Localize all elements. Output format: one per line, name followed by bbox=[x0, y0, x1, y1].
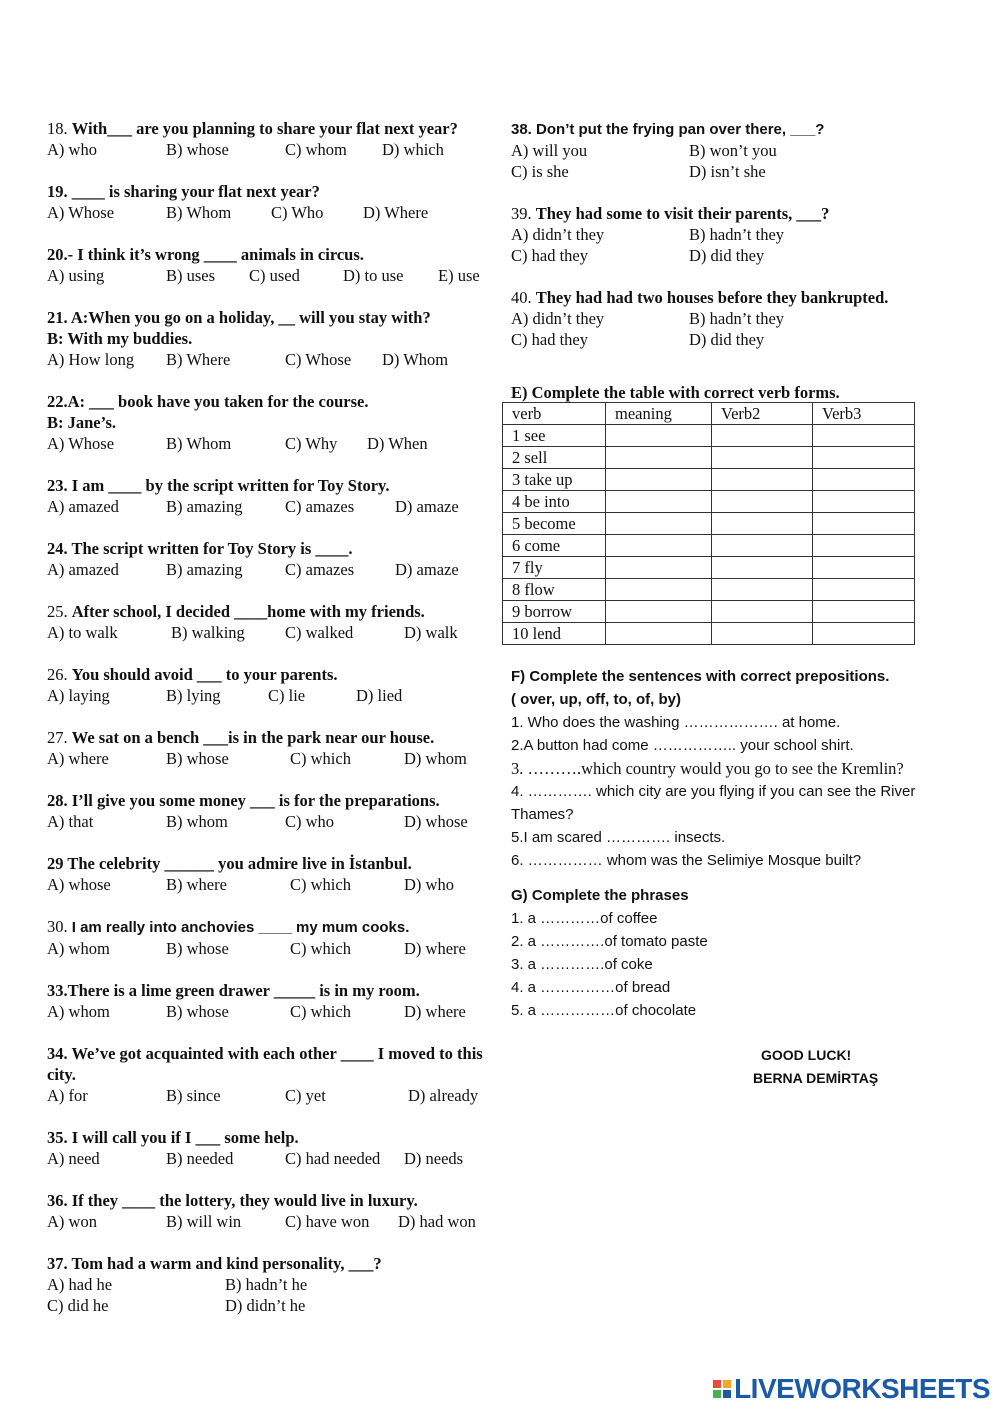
verb-table-header bbox=[503, 403, 915, 425]
verb2-input[interactable] bbox=[712, 513, 813, 535]
question-33 bbox=[47, 980, 492, 1022]
option-a[interactable]: A) whom bbox=[47, 939, 110, 958]
option-b[interactable]: B) whose bbox=[166, 939, 229, 958]
verb-cell: 3 take up bbox=[503, 469, 606, 491]
verb2-input[interactable] bbox=[712, 535, 813, 557]
option-a[interactable]: A) where bbox=[47, 749, 109, 768]
option-c[interactable]: C) which bbox=[290, 875, 351, 894]
right-column bbox=[511, 118, 971, 1022]
question-number: 35 bbox=[47, 1128, 64, 1147]
option-d[interactable]: D) whom bbox=[404, 749, 467, 768]
option-a[interactable]: A) to walk bbox=[47, 623, 118, 642]
answer-options bbox=[47, 811, 492, 832]
good-luck-text: GOOD LUCK! bbox=[761, 1047, 852, 1063]
option-b[interactable]: B) hadn’t they bbox=[689, 309, 785, 328]
option-c[interactable]: C) which bbox=[290, 939, 351, 958]
question-37 bbox=[47, 1253, 492, 1316]
option-c[interactable]: C) had they bbox=[511, 330, 588, 349]
option-d[interactable]: D) did they bbox=[689, 330, 765, 349]
header-meaning: meaning bbox=[606, 403, 712, 425]
question-number: 18. bbox=[47, 119, 72, 138]
option-d[interactable]: D) Where bbox=[363, 203, 429, 222]
option-a[interactable]: A) How long bbox=[47, 350, 135, 369]
question-text: ____ is sharing your flat next year? bbox=[71, 182, 320, 201]
verb2-input[interactable] bbox=[712, 447, 813, 469]
question-number: 21. bbox=[47, 308, 71, 327]
question-number: 34 bbox=[47, 1044, 64, 1063]
verb2-input[interactable] bbox=[712, 425, 813, 447]
option-d[interactable]: D) Whom bbox=[382, 350, 449, 369]
answer-options bbox=[47, 748, 492, 769]
question-text: I’ll give you some money ___ is for the preparations. bbox=[71, 791, 440, 810]
verb-cell: 6 come bbox=[503, 535, 606, 557]
option-d[interactable]: D) amaze bbox=[395, 560, 459, 579]
question-number: 25. bbox=[47, 602, 72, 621]
verb-cell: 5 become bbox=[503, 513, 606, 535]
option-a[interactable]: A) who bbox=[47, 140, 97, 159]
meaning-input[interactable] bbox=[606, 491, 712, 513]
section-e bbox=[511, 383, 971, 645]
table-row bbox=[503, 601, 915, 623]
verb-cell: 4 be into bbox=[503, 491, 606, 513]
question-text: . I will call you if I ___ some help. bbox=[63, 1128, 299, 1147]
verb-cell: 2 sell bbox=[503, 447, 606, 469]
option-b[interactable]: B) where bbox=[166, 875, 227, 894]
question-35 bbox=[47, 1127, 492, 1169]
answer-options bbox=[47, 433, 492, 454]
section-g bbox=[511, 884, 971, 1022]
list-item: 5.I am scared …………. insects. bbox=[511, 829, 726, 846]
list-item: 1. a …………of coffee bbox=[511, 910, 658, 927]
verb2-input[interactable] bbox=[712, 491, 813, 513]
verb2-input[interactable] bbox=[712, 557, 813, 579]
meaning-input[interactable] bbox=[606, 601, 712, 623]
answer-options bbox=[47, 938, 492, 959]
section-g-title: G) Complete the phrases bbox=[511, 887, 689, 904]
question-text: I am really into anchovies ____ my mum cooks. bbox=[71, 919, 410, 936]
answer-options bbox=[47, 1148, 492, 1169]
option-b[interactable]: B) amazing bbox=[166, 497, 243, 516]
verb-cell: 8 flow bbox=[503, 579, 606, 601]
verb3-input[interactable] bbox=[813, 447, 915, 469]
option-c[interactable]: C) who bbox=[285, 812, 335, 831]
option-c[interactable]: C) Why bbox=[285, 434, 338, 453]
option-c[interactable]: C) amazes bbox=[285, 560, 355, 579]
question-38 bbox=[511, 118, 971, 182]
option-c[interactable]: C) walked bbox=[285, 623, 354, 642]
option-c[interactable]: C) Whose bbox=[285, 350, 352, 369]
question-number: 23. bbox=[47, 476, 72, 495]
question-text: . Tom had a warm and kind personality, ___? bbox=[63, 1254, 382, 1273]
header-verb3: Verb3 bbox=[813, 403, 915, 425]
question-text: They had some to visit their parents, ___? bbox=[535, 204, 830, 223]
question-number: 19. bbox=[47, 182, 72, 201]
answer-options bbox=[47, 1001, 492, 1022]
question-24 bbox=[47, 538, 492, 580]
option-c[interactable]: C) used bbox=[249, 266, 300, 285]
question-number: 22. bbox=[47, 392, 68, 411]
answer-options bbox=[47, 496, 492, 517]
option-b[interactable]: B) won’t you bbox=[689, 141, 777, 160]
liveworksheets-logo[interactable] bbox=[713, 1373, 990, 1404]
question-text: We sat on a bench ___is in the park near our house. bbox=[71, 728, 435, 747]
answer-options bbox=[47, 1274, 492, 1316]
verb-table bbox=[502, 402, 915, 645]
answer-options bbox=[511, 140, 971, 182]
table-row bbox=[503, 579, 915, 601]
verb3-input[interactable] bbox=[813, 601, 915, 623]
verb3-input[interactable] bbox=[813, 469, 915, 491]
option-a[interactable]: A) that bbox=[47, 812, 94, 831]
question-26 bbox=[47, 664, 492, 706]
question-text: There is a lime green drawer _____ is in my room. bbox=[67, 981, 420, 1000]
answer-options bbox=[47, 874, 492, 895]
answer-options bbox=[47, 265, 492, 286]
question-text-line2: B: Jane’s. bbox=[47, 413, 117, 432]
answer-options bbox=[47, 685, 492, 706]
option-d[interactable]: D) When bbox=[367, 434, 428, 453]
option-d[interactable]: D) walk bbox=[404, 623, 458, 642]
list-item: 2. a ………….of tomato paste bbox=[511, 933, 708, 950]
answer-options bbox=[47, 1211, 492, 1232]
meaning-input[interactable] bbox=[606, 557, 712, 579]
meaning-input[interactable] bbox=[606, 447, 712, 469]
option-a[interactable]: A) Whose bbox=[47, 203, 115, 222]
question-number: 36 bbox=[47, 1191, 64, 1210]
verb3-input[interactable] bbox=[813, 535, 915, 557]
question-text: After school, I decided ____home with my friends. bbox=[71, 602, 425, 621]
option-d[interactable]: D) whose bbox=[404, 812, 468, 831]
table-row bbox=[503, 535, 915, 557]
option-b[interactable]: B) lying bbox=[166, 686, 221, 705]
question-number: 28. bbox=[47, 791, 72, 810]
logo-text: LIVEWORKSHEETS bbox=[734, 1373, 990, 1404]
option-d[interactable]: D) who bbox=[404, 875, 454, 894]
question-29 bbox=[47, 853, 492, 895]
verb3-input[interactable] bbox=[813, 579, 915, 601]
option-a[interactable]: A) didn’t they bbox=[511, 309, 605, 328]
answer-options bbox=[47, 349, 492, 370]
option-b[interactable]: B) since bbox=[166, 1086, 221, 1105]
table-row bbox=[503, 447, 915, 469]
option-d[interactable]: D) didn’t he bbox=[225, 1296, 306, 1315]
question-22 bbox=[47, 391, 492, 454]
question-number: 33. bbox=[47, 981, 68, 1000]
section-e-title: E) Complete the table with correct verb forms. bbox=[511, 383, 840, 402]
option-b[interactable]: B) Whom bbox=[166, 203, 232, 222]
verb2-input[interactable] bbox=[712, 623, 813, 645]
option-b[interactable]: B) Whom bbox=[166, 434, 232, 453]
question-text: The celebrity ______ you admire live in İstanbul. bbox=[67, 854, 412, 873]
verb2-input[interactable] bbox=[712, 579, 813, 601]
option-a[interactable]: A) whom bbox=[47, 1002, 110, 1021]
option-a[interactable]: A) need bbox=[47, 1149, 100, 1168]
verb3-input[interactable] bbox=[813, 491, 915, 513]
meaning-input[interactable] bbox=[606, 513, 712, 535]
table-row bbox=[503, 623, 915, 645]
answer-options bbox=[47, 139, 492, 160]
question-28 bbox=[47, 790, 492, 832]
option-a[interactable]: A) amazed bbox=[47, 560, 119, 579]
option-b[interactable]: B) needed bbox=[166, 1149, 234, 1168]
question-21 bbox=[47, 307, 492, 370]
option-d[interactable]: D) to use bbox=[343, 266, 404, 285]
answer-options bbox=[47, 1085, 492, 1106]
option-d[interactable]: D) which bbox=[382, 140, 444, 159]
option-a[interactable]: A) will you bbox=[511, 141, 588, 160]
option-c[interactable]: C) yet bbox=[285, 1086, 326, 1105]
question-number: 24. bbox=[47, 539, 72, 558]
question-36 bbox=[47, 1190, 492, 1232]
option-a[interactable]: A) for bbox=[47, 1086, 88, 1105]
option-b[interactable]: B) whose bbox=[166, 1002, 229, 1021]
meaning-input[interactable] bbox=[606, 623, 712, 645]
question-number: 26. bbox=[47, 665, 72, 684]
question-text-line2: B: With my buddies. bbox=[47, 329, 193, 348]
option-d[interactable]: D) where bbox=[404, 939, 466, 958]
table-row bbox=[503, 513, 915, 535]
option-d[interactable]: D) had won bbox=[398, 1212, 476, 1231]
verb3-input[interactable] bbox=[813, 623, 915, 645]
logo-mark-icon bbox=[713, 1380, 731, 1398]
question-23 bbox=[47, 475, 492, 517]
option-d[interactable]: D) where bbox=[404, 1002, 466, 1021]
list-item: 3. a ………….of coke bbox=[511, 956, 653, 973]
question-40 bbox=[511, 287, 971, 350]
answer-options bbox=[47, 202, 492, 223]
option-b[interactable]: B) whom bbox=[166, 812, 228, 831]
option-c[interactable]: C) Who bbox=[271, 203, 324, 222]
option-b[interactable]: B) Where bbox=[166, 350, 231, 369]
header-verb: verb bbox=[503, 403, 606, 425]
list-item: 4. …………. which city are you flying if you can see the River Thames? bbox=[511, 783, 916, 823]
option-b[interactable]: B) will win bbox=[166, 1212, 242, 1231]
question-18 bbox=[47, 118, 492, 160]
question-text: You should avoid ___ to your parents. bbox=[71, 665, 338, 684]
question-text: I think it’s wrong ____ animals in circus. bbox=[77, 245, 364, 264]
answer-options bbox=[511, 308, 971, 350]
answer-options bbox=[47, 622, 492, 643]
option-a[interactable]: A) whose bbox=[47, 875, 111, 894]
option-c[interactable]: C) is she bbox=[511, 162, 569, 181]
option-b[interactable]: B) hadn’t he bbox=[225, 1275, 308, 1294]
option-a[interactable]: A) using bbox=[47, 266, 105, 285]
list-item: 6. …………… whom was the Selimiye Mosque built? bbox=[511, 852, 862, 869]
question-text: With___ are you planning to share your flat next year? bbox=[71, 119, 458, 138]
list-item: 3. ……….which country would you go to see the Kremlin? bbox=[511, 759, 904, 778]
option-b[interactable]: B) hadn’t they bbox=[689, 225, 785, 244]
option-c[interactable]: C) have won bbox=[285, 1212, 370, 1231]
option-b[interactable]: B) whose bbox=[166, 749, 229, 768]
option-a[interactable]: A) laying bbox=[47, 686, 110, 705]
question-34 bbox=[47, 1043, 492, 1106]
section-f bbox=[511, 665, 971, 872]
list-item: 1. Who does the washing ………………. at home. bbox=[511, 714, 841, 731]
option-b[interactable]: B) uses bbox=[166, 266, 216, 285]
question-39 bbox=[511, 203, 971, 266]
section-f-title: F) Complete the sentences with correct prepositions. bbox=[511, 668, 890, 685]
table-row bbox=[503, 491, 915, 513]
question-text: A:When you go on a holiday, __ will you stay with? bbox=[70, 308, 431, 327]
question-text: The script written for Toy Story is ____. bbox=[71, 539, 353, 558]
table-row bbox=[503, 469, 915, 491]
option-c[interactable]: C) did he bbox=[47, 1296, 109, 1315]
option-b[interactable]: B) amazing bbox=[166, 560, 243, 579]
option-a[interactable]: A) didn’t they bbox=[511, 225, 605, 244]
option-c[interactable]: C) amazes bbox=[285, 497, 355, 516]
left-column bbox=[47, 118, 492, 1337]
question-30 bbox=[47, 916, 492, 959]
author-name: BERNA DEMİRTAŞ bbox=[753, 1070, 879, 1086]
option-a[interactable]: A) won bbox=[47, 1212, 97, 1231]
meaning-input[interactable] bbox=[606, 469, 712, 491]
list-item: 2.A button had come …………….. your school shirt. bbox=[511, 737, 854, 754]
table-row bbox=[503, 557, 915, 579]
list-item: 4. a ……………of bread bbox=[511, 979, 671, 996]
option-a[interactable]: A) amazed bbox=[47, 497, 119, 516]
verb3-input[interactable] bbox=[813, 513, 915, 535]
header-verb2: Verb2 bbox=[712, 403, 813, 425]
question-text: . We’ve got acquainted with each other ____ I moved to this city. bbox=[47, 1044, 483, 1084]
table-row bbox=[503, 425, 915, 447]
option-a[interactable]: A) Whose bbox=[47, 434, 115, 453]
meaning-input[interactable] bbox=[606, 425, 712, 447]
answer-options bbox=[47, 559, 492, 580]
question-text: They had had two houses before they bankrupted. bbox=[535, 288, 889, 307]
meaning-input[interactable] bbox=[606, 535, 712, 557]
verb-cell: 1 see bbox=[503, 425, 606, 447]
question-number: 40. bbox=[511, 288, 536, 307]
question-number: 37 bbox=[47, 1254, 64, 1273]
option-d[interactable]: D) amaze bbox=[395, 497, 459, 516]
verb-cell: 9 borrow bbox=[503, 601, 606, 623]
verb3-input[interactable] bbox=[813, 425, 915, 447]
option-e[interactable]: E) use bbox=[438, 266, 480, 285]
question-20 bbox=[47, 244, 492, 286]
verb-cell: 7 fly bbox=[503, 557, 606, 579]
option-c[interactable]: C) had needed bbox=[285, 1149, 381, 1168]
question-number: 39. bbox=[511, 204, 536, 223]
verb3-input[interactable] bbox=[813, 557, 915, 579]
option-c[interactable]: C) lie bbox=[268, 686, 306, 705]
option-c[interactable]: C) whom bbox=[285, 140, 347, 159]
option-d[interactable]: D) needs bbox=[404, 1149, 464, 1168]
question-number: 27. bbox=[47, 728, 72, 747]
option-d[interactable]: D) lied bbox=[356, 686, 403, 705]
option-c[interactable]: C) had they bbox=[511, 246, 588, 265]
option-b[interactable]: B) whose bbox=[166, 140, 229, 159]
option-c[interactable]: C) which bbox=[290, 749, 351, 768]
option-c[interactable]: C) which bbox=[290, 1002, 351, 1021]
meaning-input[interactable] bbox=[606, 579, 712, 601]
verb-cell: 10 lend bbox=[503, 623, 606, 645]
option-d[interactable]: D) did they bbox=[689, 246, 765, 265]
verb2-input[interactable] bbox=[712, 469, 813, 491]
question-text: Don’t put the frying pan over there, ___? bbox=[536, 121, 825, 138]
question-text: A: ___ book have you taken for the course. bbox=[67, 392, 369, 411]
question-19 bbox=[47, 181, 492, 223]
question-text: . If they ____ the lottery, they would live in luxury. bbox=[63, 1191, 418, 1210]
question-number: 38. bbox=[511, 121, 537, 138]
question-number: 29 bbox=[47, 854, 68, 873]
question-27 bbox=[47, 727, 492, 769]
question-text: I am ____ by the script written for Toy Story. bbox=[71, 476, 390, 495]
list-item: 5. a ……………of chocolate bbox=[511, 1002, 697, 1019]
verb2-input[interactable] bbox=[712, 601, 813, 623]
question-25 bbox=[47, 601, 492, 643]
option-d[interactable]: D) isn’t she bbox=[689, 162, 766, 181]
option-a[interactable]: A) had he bbox=[47, 1275, 113, 1294]
question-number: 20.- bbox=[47, 245, 78, 264]
section-f-subtitle: ( over, up, off, to, of, by) bbox=[511, 691, 681, 708]
question-number: 30. bbox=[47, 917, 72, 936]
option-b[interactable]: B) walking bbox=[171, 623, 245, 642]
option-d[interactable]: D) already bbox=[408, 1086, 479, 1105]
answer-options bbox=[511, 224, 971, 266]
